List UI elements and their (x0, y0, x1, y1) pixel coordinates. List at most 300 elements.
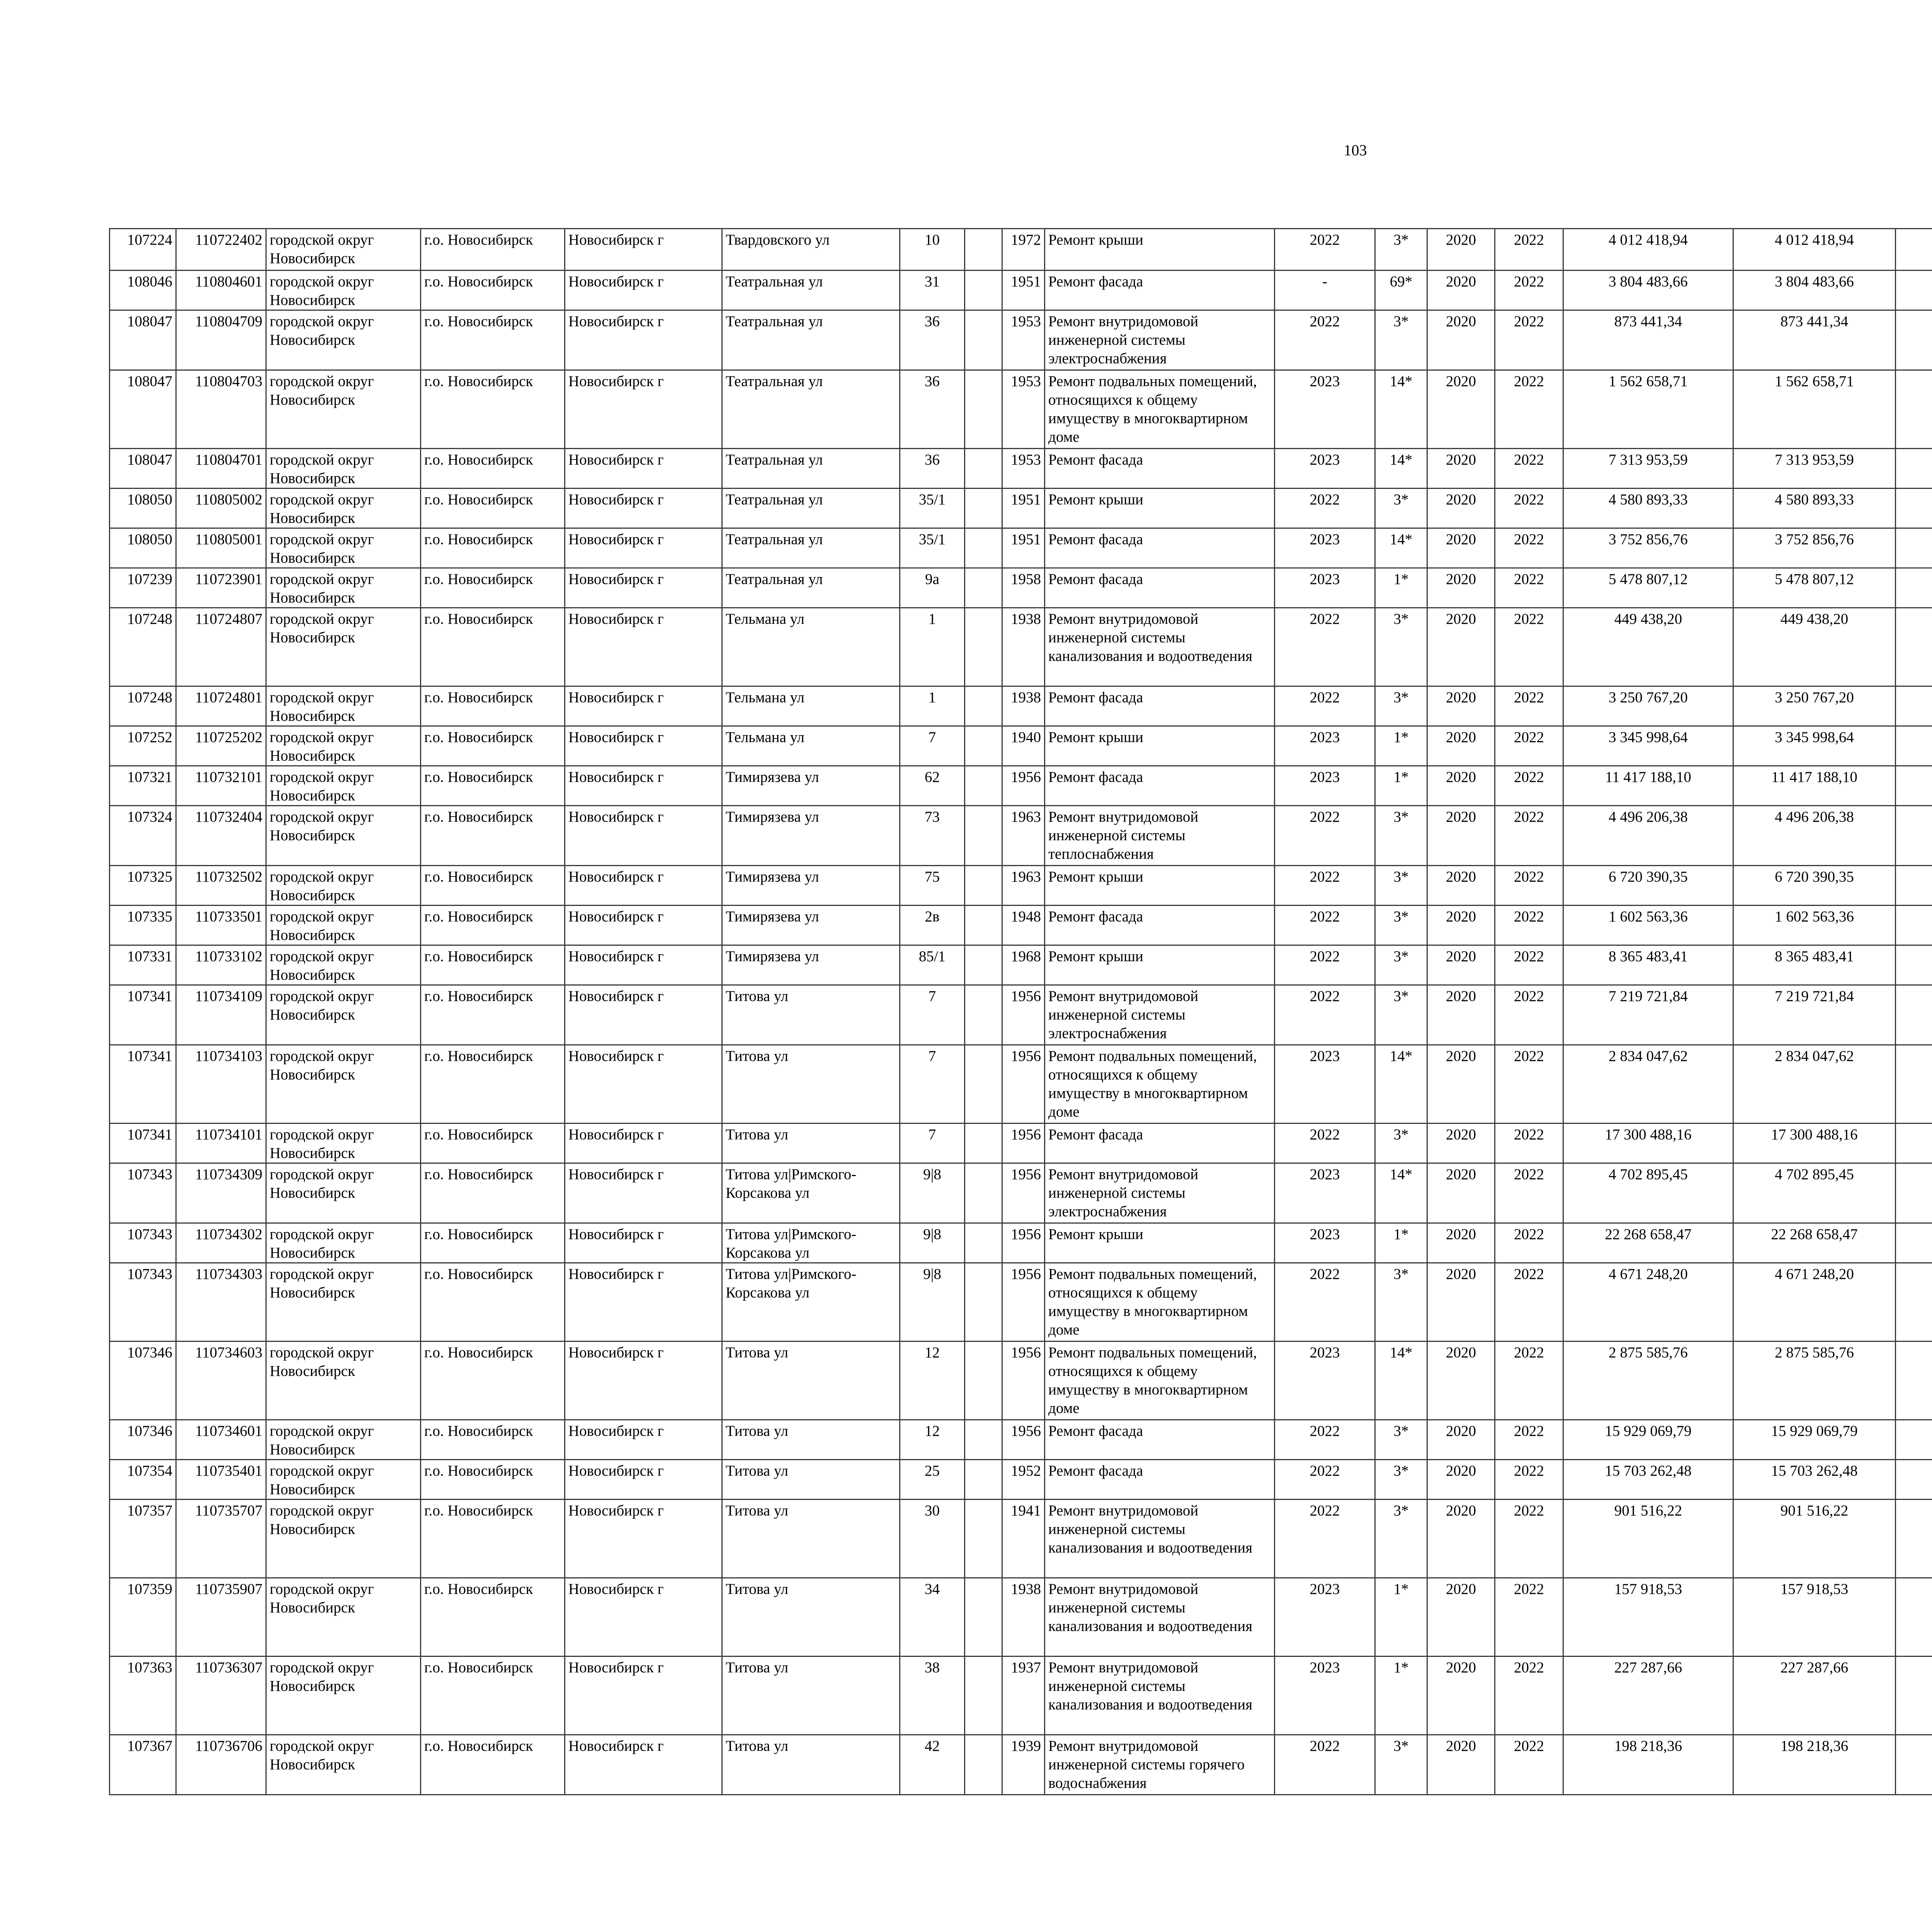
cell-city: Новосибирск г (565, 370, 722, 449)
cell-end-year: 2022 (1495, 766, 1563, 806)
cell-fund-1 (1896, 568, 1932, 608)
cell-extra (965, 906, 1002, 945)
cell-start-year: 2020 (1427, 1578, 1495, 1657)
cell-reason: 3* (1375, 1420, 1427, 1460)
cell-plan-year: 2023 (1275, 1223, 1375, 1263)
cell-extra (965, 1263, 1002, 1342)
cell-start-year: 2020 (1427, 766, 1495, 806)
cell-code: 110733102 (176, 945, 266, 985)
cell-start-year: 2020 (1427, 528, 1495, 568)
cell-extra (965, 568, 1002, 608)
cell-reason: 3* (1375, 608, 1427, 686)
cell-plan-year: 2022 (1275, 1500, 1375, 1578)
cell-street: Театральная ул (722, 528, 900, 568)
cell-street: Титова ул|Римского-Корсакова ул (722, 1263, 900, 1342)
cell-okrug: г.о. Новосибирск (421, 608, 565, 686)
cell-reason: 14* (1375, 1342, 1427, 1420)
table-row (110, 449, 1932, 489)
cell-district: городской округ Новосибирск (266, 528, 421, 568)
cell-city: Новосибирск г (565, 1460, 722, 1500)
cell-id: 108050 (110, 489, 176, 528)
cell-house: 38 (900, 1657, 965, 1735)
cell-year: 1940 (1002, 726, 1045, 766)
cell-cost-total: 7 313 953,59 (1733, 449, 1896, 489)
cell-code: 110735707 (176, 1500, 266, 1578)
cell-start-year: 2020 (1427, 608, 1495, 686)
cell-extra (965, 1735, 1002, 1795)
cell-code: 110805002 (176, 489, 266, 528)
cell-id: 108047 (110, 370, 176, 449)
cell-work: Ремонт фасада (1045, 1124, 1275, 1163)
cell-fund-1 (1896, 985, 1932, 1045)
cell-code: 110733501 (176, 906, 266, 945)
cell-okrug: г.о. Новосибирск (421, 1460, 565, 1500)
cell-city: Новосибирск г (565, 1420, 722, 1460)
cell-district: городской округ Новосибирск (266, 866, 421, 906)
cell-okrug: г.о. Новосибирск (421, 1342, 565, 1420)
cell-cost-total: 22 268 658,47 (1733, 1223, 1896, 1263)
cell-work: Ремонт внутридомовой инженерной системы теплоснабжения (1045, 806, 1275, 866)
cell-reason: 1* (1375, 1223, 1427, 1263)
cell-year: 1956 (1002, 1124, 1045, 1163)
cell-street: Тимирязева ул (722, 806, 900, 866)
cell-id: 107343 (110, 1163, 176, 1223)
cell-end-year: 2022 (1495, 1500, 1563, 1578)
cell-okrug: г.о. Новосибирск (421, 906, 565, 945)
cell-city: Новосибирск г (565, 866, 722, 906)
cell-id: 107357 (110, 1500, 176, 1578)
cell-extra (965, 608, 1002, 686)
cell-cost: 15 703 262,48 (1563, 1460, 1733, 1500)
cell-cost: 2 834 047,62 (1563, 1045, 1733, 1124)
cell-id: 107252 (110, 726, 176, 766)
cell-city: Новосибирск г (565, 1124, 722, 1163)
cell-house: 85/1 (900, 945, 965, 985)
cell-plan-year: 2023 (1275, 1163, 1375, 1223)
cell-district: городской округ Новосибирск (266, 1657, 421, 1735)
cell-reason: 3* (1375, 686, 1427, 726)
cell-code: 110732101 (176, 766, 266, 806)
cell-start-year: 2020 (1427, 1420, 1495, 1460)
table-row (110, 1500, 1932, 1578)
cell-plan-year: 2022 (1275, 945, 1375, 985)
cell-reason: 3* (1375, 1124, 1427, 1163)
cell-id: 107248 (110, 686, 176, 726)
cell-district: городской округ Новосибирск (266, 906, 421, 945)
cell-reason: 3* (1375, 945, 1427, 985)
cell-district: городской округ Новосибирск (266, 686, 421, 726)
cell-code: 110734603 (176, 1342, 266, 1420)
table-row (110, 866, 1932, 906)
cell-code: 110804703 (176, 370, 266, 449)
cell-fund-1 (1896, 271, 1932, 310)
cell-okrug: г.о. Новосибирск (421, 1657, 565, 1735)
cell-fund-1 (1896, 1420, 1932, 1460)
cell-year: 1956 (1002, 1263, 1045, 1342)
cell-district: городской округ Новосибирск (266, 1460, 421, 1500)
cell-work: Ремонт фасада (1045, 1420, 1275, 1460)
cell-cost: 1 602 563,36 (1563, 906, 1733, 945)
cell-start-year: 2020 (1427, 866, 1495, 906)
cell-end-year: 2022 (1495, 906, 1563, 945)
cell-district: городской округ Новосибирск (266, 449, 421, 489)
cell-city: Новосибирск г (565, 528, 722, 568)
cell-district: городской округ Новосибирск (266, 608, 421, 686)
cell-code: 110734109 (176, 985, 266, 1045)
cell-cost-total: 15 929 069,79 (1733, 1420, 1896, 1460)
cell-city: Новосибирск г (565, 1045, 722, 1124)
cell-extra (965, 766, 1002, 806)
cell-extra (965, 449, 1002, 489)
cell-work: Ремонт крыши (1045, 726, 1275, 766)
cell-id: 107343 (110, 1223, 176, 1263)
cell-okrug: г.о. Новосибирск (421, 449, 565, 489)
cell-house: 2в (900, 906, 965, 945)
cell-okrug: г.о. Новосибирск (421, 370, 565, 449)
cell-extra (965, 229, 1002, 271)
cell-plan-year: 2023 (1275, 449, 1375, 489)
cell-city: Новосибирск г (565, 806, 722, 866)
cell-plan-year: 2023 (1275, 726, 1375, 766)
cell-end-year: 2022 (1495, 726, 1563, 766)
cell-id: 107367 (110, 1735, 176, 1795)
cell-street: Театральная ул (722, 568, 900, 608)
cell-code: 110804701 (176, 449, 266, 489)
cell-end-year: 2022 (1495, 310, 1563, 370)
table-row (110, 568, 1932, 608)
cell-okrug: г.о. Новосибирск (421, 806, 565, 866)
cell-okrug: г.о. Новосибирск (421, 766, 565, 806)
cell-house: 73 (900, 806, 965, 866)
cell-fund-1 (1896, 1657, 1932, 1735)
cell-okrug: г.о. Новосибирск (421, 945, 565, 985)
cell-plan-year: 2023 (1275, 1657, 1375, 1735)
cell-street: Титова ул|Римского-Корсакова ул (722, 1163, 900, 1223)
cell-id: 107341 (110, 1045, 176, 1124)
cell-street: Тельмана ул (722, 686, 900, 726)
cell-cost: 873 441,34 (1563, 310, 1733, 370)
cell-cost-total: 449 438,20 (1733, 608, 1896, 686)
cell-reason: 3* (1375, 1460, 1427, 1500)
cell-city: Новосибирск г (565, 1500, 722, 1578)
cell-id: 107354 (110, 1460, 176, 1500)
table-row (110, 686, 1932, 726)
cell-cost: 4 496 206,38 (1563, 806, 1733, 866)
table-row (110, 1657, 1932, 1735)
cell-reason: 1* (1375, 766, 1427, 806)
cell-reason: 3* (1375, 906, 1427, 945)
cell-id: 108050 (110, 528, 176, 568)
cell-street: Титова ул (722, 1342, 900, 1420)
cell-fund-1 (1896, 806, 1932, 866)
cell-house: 25 (900, 1460, 965, 1500)
cell-city: Новосибирск г (565, 310, 722, 370)
cell-house: 36 (900, 449, 965, 489)
cell-fund-1 (1896, 726, 1932, 766)
cell-plan-year: 2022 (1275, 985, 1375, 1045)
cell-work: Ремонт внутридомовой инженерной системы канализования и водоотведения (1045, 1657, 1275, 1735)
cell-extra (965, 1045, 1002, 1124)
cell-cost: 4 012 418,94 (1563, 229, 1733, 271)
cell-id: 107363 (110, 1657, 176, 1735)
cell-id: 108046 (110, 271, 176, 310)
cell-fund-1 (1896, 1124, 1932, 1163)
cell-okrug: г.о. Новосибирск (421, 866, 565, 906)
cell-extra (965, 1578, 1002, 1657)
table-row (110, 806, 1932, 866)
cell-reason: 3* (1375, 310, 1427, 370)
cell-cost: 2 875 585,76 (1563, 1342, 1733, 1420)
cell-start-year: 2020 (1427, 806, 1495, 866)
cell-code: 110736706 (176, 1735, 266, 1795)
cell-okrug: г.о. Новосибирск (421, 1420, 565, 1460)
cell-start-year: 2020 (1427, 1263, 1495, 1342)
cell-okrug: г.о. Новосибирск (421, 985, 565, 1045)
cell-work: Ремонт внутридомовой инженерной системы электроснабжения (1045, 985, 1275, 1045)
cell-street: Театральная ул (722, 271, 900, 310)
cell-cost: 901 516,22 (1563, 1500, 1733, 1578)
cell-year: 1951 (1002, 528, 1045, 568)
cell-year: 1956 (1002, 1342, 1045, 1420)
cell-code: 110734303 (176, 1263, 266, 1342)
cell-plan-year: 2023 (1275, 1578, 1375, 1657)
cell-fund-1 (1896, 686, 1932, 726)
cell-plan-year: 2023 (1275, 370, 1375, 449)
page-number: 103 (1344, 141, 1367, 159)
cell-plan-year: 2022 (1275, 1735, 1375, 1795)
cell-okrug: г.о. Новосибирск (421, 489, 565, 528)
cell-start-year: 2020 (1427, 1163, 1495, 1223)
cell-id: 107325 (110, 866, 176, 906)
cell-okrug: г.о. Новосибирск (421, 229, 565, 271)
cell-city: Новосибирск г (565, 945, 722, 985)
cell-cost: 8 365 483,41 (1563, 945, 1733, 985)
cell-extra (965, 1342, 1002, 1420)
cell-fund-1 (1896, 489, 1932, 528)
cell-city: Новосибирск г (565, 726, 722, 766)
cell-fund-1 (1896, 1735, 1932, 1795)
cell-end-year: 2022 (1495, 866, 1563, 906)
registry-table (109, 228, 1932, 1795)
cell-work: Ремонт внутридомовой инженерной системы канализования и водоотведения (1045, 1578, 1275, 1657)
cell-code: 110734302 (176, 1223, 266, 1263)
cell-city: Новосибирск г (565, 1263, 722, 1342)
cell-start-year: 2020 (1427, 229, 1495, 271)
table-row (110, 1045, 1932, 1124)
cell-extra (965, 806, 1002, 866)
cell-fund-1 (1896, 1500, 1932, 1578)
table-row (110, 608, 1932, 686)
cell-fund-1 (1896, 1223, 1932, 1263)
cell-end-year: 2022 (1495, 1342, 1563, 1420)
cell-plan-year: 2023 (1275, 766, 1375, 806)
cell-code: 110735907 (176, 1578, 266, 1657)
cell-work: Ремонт внутридомовой инженерной системы электроснабжения (1045, 1163, 1275, 1223)
cell-code: 110736307 (176, 1657, 266, 1735)
cell-fund-1 (1896, 945, 1932, 985)
cell-end-year: 2022 (1495, 945, 1563, 985)
cell-plan-year: 2022 (1275, 806, 1375, 866)
cell-work: Ремонт крыши (1045, 1223, 1275, 1263)
cell-year: 1968 (1002, 945, 1045, 985)
cell-cost: 22 268 658,47 (1563, 1223, 1733, 1263)
cell-cost: 3 250 767,20 (1563, 686, 1733, 726)
cell-house: 7 (900, 726, 965, 766)
cell-district: городской округ Новосибирск (266, 806, 421, 866)
cell-year: 1956 (1002, 1045, 1045, 1124)
cell-extra (965, 1500, 1002, 1578)
cell-end-year: 2022 (1495, 1735, 1563, 1795)
cell-cost-total: 15 703 262,48 (1733, 1460, 1896, 1500)
cell-fund-1 (1896, 1460, 1932, 1500)
table-row (110, 271, 1932, 310)
cell-work: Ремонт подвальных помещений, относящихся к общему имуществу в многоквартирном доме (1045, 1263, 1275, 1342)
cell-cost-total: 1 562 658,71 (1733, 370, 1896, 449)
cell-house: 31 (900, 271, 965, 310)
table-row (110, 1342, 1932, 1420)
cell-house: 7 (900, 1045, 965, 1124)
cell-reason: 1* (1375, 726, 1427, 766)
cell-fund-1 (1896, 906, 1932, 945)
cell-cost: 5 478 807,12 (1563, 568, 1733, 608)
cell-house: 34 (900, 1578, 965, 1657)
cell-id: 107341 (110, 985, 176, 1045)
cell-house: 9а (900, 568, 965, 608)
table-row (110, 1578, 1932, 1657)
cell-code: 110723901 (176, 568, 266, 608)
cell-end-year: 2022 (1495, 1420, 1563, 1460)
cell-okrug: г.о. Новосибирск (421, 726, 565, 766)
cell-cost-total: 11 417 188,10 (1733, 766, 1896, 806)
cell-year: 1956 (1002, 766, 1045, 806)
cell-extra (965, 1657, 1002, 1735)
cell-okrug: г.о. Новосибирск (421, 1045, 565, 1124)
cell-year: 1953 (1002, 370, 1045, 449)
cell-plan-year: 2022 (1275, 310, 1375, 370)
cell-district: городской округ Новосибирск (266, 310, 421, 370)
cell-cost: 11 417 188,10 (1563, 766, 1733, 806)
cell-street: Тимирязева ул (722, 945, 900, 985)
cell-cost-total: 17 300 488,16 (1733, 1124, 1896, 1163)
cell-year: 1963 (1002, 806, 1045, 866)
cell-city: Новосибирск г (565, 1657, 722, 1735)
cell-district: городской округ Новосибирск (266, 726, 421, 766)
cell-extra (965, 1223, 1002, 1263)
cell-street: Титова ул|Римского-Корсакова ул (722, 1223, 900, 1263)
cell-end-year: 2022 (1495, 1124, 1563, 1163)
cell-district: городской округ Новосибирск (266, 766, 421, 806)
cell-extra (965, 310, 1002, 370)
cell-street: Титова ул (722, 1657, 900, 1735)
cell-cost: 3 345 998,64 (1563, 726, 1733, 766)
cell-plan-year: 2022 (1275, 1124, 1375, 1163)
cell-code: 110724807 (176, 608, 266, 686)
cell-district: городской округ Новосибирск (266, 568, 421, 608)
cell-reason: 3* (1375, 806, 1427, 866)
cell-extra (965, 726, 1002, 766)
cell-fund-1 (1896, 1263, 1932, 1342)
cell-year: 1956 (1002, 1420, 1045, 1460)
cell-reason: 3* (1375, 489, 1427, 528)
cell-work: Ремонт подвальных помещений, относящихся к общему имуществу в многоквартирном доме (1045, 1342, 1275, 1420)
cell-year: 1937 (1002, 1657, 1045, 1735)
table-row (110, 1223, 1932, 1263)
cell-cost-total: 4 580 893,33 (1733, 489, 1896, 528)
cell-district: городской округ Новосибирск (266, 1500, 421, 1578)
cell-reason: 14* (1375, 528, 1427, 568)
cell-reason: 14* (1375, 449, 1427, 489)
cell-id: 107248 (110, 608, 176, 686)
cell-start-year: 2020 (1427, 686, 1495, 726)
cell-reason: 3* (1375, 985, 1427, 1045)
cell-plan-year: 2022 (1275, 1263, 1375, 1342)
cell-work: Ремонт внутридомовой инженерной системы канализования и водоотведения (1045, 1500, 1275, 1578)
cell-okrug: г.о. Новосибирск (421, 1124, 565, 1163)
cell-house: 9|8 (900, 1263, 965, 1342)
cell-street: Твардовского ул (722, 229, 900, 271)
cell-fund-1 (1896, 1578, 1932, 1657)
cell-code: 110722402 (176, 229, 266, 271)
cell-start-year: 2020 (1427, 271, 1495, 310)
table-row (110, 766, 1932, 806)
cell-start-year: 2020 (1427, 1500, 1495, 1578)
cell-reason: 3* (1375, 1263, 1427, 1342)
cell-start-year: 2020 (1427, 1342, 1495, 1420)
cell-district: городской округ Новосибирск (266, 370, 421, 449)
cell-reason: 69* (1375, 271, 1427, 310)
cell-code: 110734101 (176, 1124, 266, 1163)
cell-city: Новосибирск г (565, 568, 722, 608)
cell-fund-1 (1896, 229, 1932, 271)
cell-okrug: г.о. Новосибирск (421, 1578, 565, 1657)
cell-okrug: г.о. Новосибирск (421, 1163, 565, 1223)
cell-end-year: 2022 (1495, 568, 1563, 608)
cell-cost-total: 901 516,22 (1733, 1500, 1896, 1578)
cell-start-year: 2020 (1427, 449, 1495, 489)
cell-street: Тельмана ул (722, 726, 900, 766)
cell-end-year: 2022 (1495, 489, 1563, 528)
cell-cost: 3 752 856,76 (1563, 528, 1733, 568)
cell-street: Титова ул (722, 1460, 900, 1500)
cell-id: 107239 (110, 568, 176, 608)
cell-district: городской округ Новосибирск (266, 1263, 421, 1342)
cell-year: 1938 (1002, 608, 1045, 686)
cell-id: 107224 (110, 229, 176, 271)
cell-work: Ремонт фасада (1045, 906, 1275, 945)
cell-end-year: 2022 (1495, 1263, 1563, 1342)
cell-district: городской округ Новосибирск (266, 985, 421, 1045)
cell-city: Новосибирск г (565, 906, 722, 945)
cell-cost-total: 3 250 767,20 (1733, 686, 1896, 726)
cell-fund-1 (1896, 766, 1932, 806)
cell-street: Титова ул (722, 1500, 900, 1578)
table-row (110, 1420, 1932, 1460)
cell-okrug: г.о. Новосибирск (421, 310, 565, 370)
cell-year: 1956 (1002, 1223, 1045, 1263)
cell-street: Театральная ул (722, 489, 900, 528)
cell-reason: 1* (1375, 568, 1427, 608)
cell-start-year: 2020 (1427, 568, 1495, 608)
table-row (110, 310, 1932, 370)
cell-plan-year: 2022 (1275, 906, 1375, 945)
table-row (110, 370, 1932, 449)
cell-cost-total: 4 012 418,94 (1733, 229, 1896, 271)
cell-extra (965, 1420, 1002, 1460)
cell-city: Новосибирск г (565, 1342, 722, 1420)
cell-city: Новосибирск г (565, 449, 722, 489)
cell-reason: 14* (1375, 1163, 1427, 1223)
cell-work: Ремонт фасада (1045, 766, 1275, 806)
